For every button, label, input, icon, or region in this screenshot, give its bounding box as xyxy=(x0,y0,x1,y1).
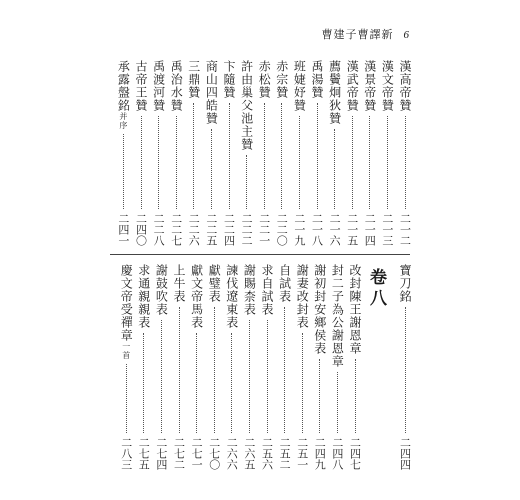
toc-entry-title: 古帝王贊 xyxy=(134,60,148,112)
toc-entry-title: 漢文帝贊 xyxy=(380,60,395,112)
toc-entry-title: 慶文帝受禪章 xyxy=(119,264,134,342)
toc-entry-page: 二七五 xyxy=(137,437,151,470)
toc-entry-page: 二一八 xyxy=(310,213,324,246)
toc-entry-page: 二四七 xyxy=(348,437,362,470)
toc-entry-page: 二四九 xyxy=(313,437,327,470)
toc-entry xyxy=(274,60,290,246)
toc-entry-page: 二二〇 xyxy=(275,213,289,246)
toc-entry xyxy=(344,60,360,246)
toc-entry-title: 改封陳王謝恩章 xyxy=(348,264,362,355)
dot-leader xyxy=(267,320,268,433)
toc-entry-page: 二四一 xyxy=(116,213,130,246)
dot-leader xyxy=(123,134,124,209)
toc-entry-page: 二七二 xyxy=(172,437,186,470)
toc-entry-page: 二一二 xyxy=(398,213,412,246)
toc-entry-title: 求自試表 xyxy=(260,264,274,316)
toc-entry xyxy=(189,264,205,470)
toc-entry xyxy=(115,60,131,246)
toc-entry-title: 寶刀銘 xyxy=(398,264,412,303)
toc-entry-title: 三鼎贊 xyxy=(186,60,201,99)
dot-leader xyxy=(229,103,230,209)
running-title: 曹建子曹譯新 xyxy=(321,28,394,41)
toc-entry-title: 班婕妤贊 xyxy=(292,60,307,112)
toc-entry-page: 二一六 xyxy=(328,213,342,246)
dot-leader xyxy=(352,116,353,209)
toc-entry xyxy=(241,264,257,470)
toc-entry xyxy=(224,264,240,470)
dot-leader xyxy=(249,320,250,433)
volume-heading xyxy=(366,268,386,310)
toc-entry-note: 一首 xyxy=(121,342,131,360)
dot-leader xyxy=(284,307,285,433)
toc-entry-title: 漢景帝贊 xyxy=(362,60,377,112)
dot-leader xyxy=(143,333,144,433)
toc-entry-page: 二二四 xyxy=(222,213,236,246)
toc-entry-page: 二五二 xyxy=(278,437,292,470)
dot-leader xyxy=(211,129,212,209)
dot-leader xyxy=(196,333,197,433)
dot-leader xyxy=(387,116,388,209)
toc-entry-page: 二二七 xyxy=(169,213,183,246)
toc-entry xyxy=(186,60,202,246)
toc-entry-page: 二一五 xyxy=(345,213,359,246)
toc-entry-title: 許由巢父池主贊 xyxy=(239,60,254,151)
toc-entry-page: 二五一 xyxy=(295,437,309,470)
toc-entry-page: 二一九 xyxy=(292,213,306,246)
toc-entry xyxy=(327,60,343,246)
toc-entry-page: 二六六 xyxy=(225,437,239,470)
toc-entry-page: 二七一 xyxy=(190,437,204,470)
section-divider xyxy=(110,254,410,255)
page-number: 6 xyxy=(403,29,410,41)
toc-entry-title: 自試表 xyxy=(277,264,292,303)
toc-entry xyxy=(397,264,413,470)
toc-entry xyxy=(347,264,363,470)
toc-entry-title: 赤宗贊 xyxy=(274,60,289,99)
toc-entry xyxy=(221,60,237,246)
dot-leader xyxy=(231,333,232,433)
toc-entry-page: 二二二 xyxy=(240,213,254,246)
toc-entry-title: 漢武帝贊 xyxy=(345,60,360,112)
volume-heading-text: 卷八 xyxy=(366,268,386,310)
dot-leader xyxy=(161,320,162,433)
toc-entry xyxy=(256,60,272,246)
toc-entry xyxy=(259,264,275,470)
toc-entry-page: 二七〇 xyxy=(207,437,221,470)
dot-leader xyxy=(355,359,356,433)
toc-entry-page: 二八三 xyxy=(119,437,133,470)
toc-entry-title: 謝賜柰表 xyxy=(242,264,257,316)
toc-entry xyxy=(136,264,152,470)
toc-entry-title: 商山四皓贊 xyxy=(204,60,219,125)
dot-leader xyxy=(405,116,406,209)
toc-entry-title: 謝妻改封表 xyxy=(295,264,310,329)
toc-entry-title: 謝初封安鄉侯表 xyxy=(312,264,327,355)
toc-entry-title: 卞隨贊 xyxy=(222,60,236,99)
toc-entry xyxy=(362,60,378,246)
toc-entry xyxy=(153,264,169,470)
toc-entry xyxy=(168,60,184,246)
dot-leader xyxy=(337,372,338,433)
dot-leader xyxy=(369,116,370,209)
toc-entry-page: 二四八 xyxy=(330,437,344,470)
toc-entry-title: 求通親親表 xyxy=(136,264,151,329)
toc-entry xyxy=(171,264,187,470)
dot-leader xyxy=(302,333,303,433)
toc-entry-page: 二二一 xyxy=(257,213,271,246)
toc-entry-page: 二二五 xyxy=(204,213,218,246)
toc-entry xyxy=(312,264,328,470)
toc-entry xyxy=(151,60,167,246)
dot-leader xyxy=(176,116,177,209)
toc-entry-note: 并序 xyxy=(118,112,128,130)
dot-leader xyxy=(405,307,406,433)
dot-leader xyxy=(264,103,265,209)
dot-leader xyxy=(319,359,320,433)
toc-entry-title: 謝鼓吹表 xyxy=(154,264,169,316)
toc-entry xyxy=(206,264,222,470)
toc-entry xyxy=(379,60,395,246)
dot-leader xyxy=(281,103,282,209)
toc-entry-page: 二七四 xyxy=(154,437,168,470)
toc-entry xyxy=(203,60,219,246)
dot-leader xyxy=(179,307,180,433)
toc-entry-page: 二一四 xyxy=(363,213,377,246)
toc-entry xyxy=(239,60,255,246)
toc-entry-page: 二五六 xyxy=(260,437,274,470)
toc-entry-title: 獻文帝馬表 xyxy=(189,264,204,329)
toc-entry xyxy=(294,264,310,470)
dot-leader xyxy=(299,116,300,209)
toc-entry-page: 二二六 xyxy=(187,213,201,246)
toc-entry-page: 二二八 xyxy=(152,213,166,246)
toc-entry xyxy=(118,264,134,470)
dot-leader xyxy=(126,364,127,433)
toc-entry-title: 薦鬢炯狄贊 xyxy=(327,60,342,125)
toc-entry xyxy=(397,60,413,246)
toc-entry xyxy=(309,60,325,246)
dot-leader xyxy=(141,116,142,209)
toc-entry-title: 獻璧表 xyxy=(207,264,222,303)
toc-entry-title: 漢高帝贊 xyxy=(398,60,412,112)
dot-leader xyxy=(193,103,194,209)
toc-entry-title: 諫伐遼東表 xyxy=(224,264,239,329)
toc-entry-page: 二一三 xyxy=(380,213,394,246)
toc-entry xyxy=(133,60,149,246)
toc-entry xyxy=(291,60,307,246)
dot-leader xyxy=(158,116,159,209)
toc-entry-title: 承露盤銘 xyxy=(116,60,131,112)
toc-entry-page: 二六五 xyxy=(242,437,256,470)
toc-entry xyxy=(277,264,293,470)
dot-leader xyxy=(317,103,318,209)
toc-entry-title: 禹湯贊 xyxy=(310,60,324,99)
toc-entry-page: 二四四 xyxy=(398,437,412,470)
toc-entry-title: 上牛表 xyxy=(172,264,186,303)
dot-leader xyxy=(246,155,247,209)
running-header xyxy=(322,26,411,42)
toc-entry-title: 赤松贊 xyxy=(257,60,272,99)
toc-entry-title: 禹治水贊 xyxy=(169,60,184,112)
toc-entry-page: 二四〇 xyxy=(134,213,148,246)
toc-entry xyxy=(329,264,345,470)
toc-entry-title: 禹渡河贊 xyxy=(151,60,166,112)
dot-leader xyxy=(334,129,335,209)
toc-entry-title: 封二子為公謝恩章 xyxy=(330,264,345,368)
dot-leader xyxy=(214,307,215,433)
